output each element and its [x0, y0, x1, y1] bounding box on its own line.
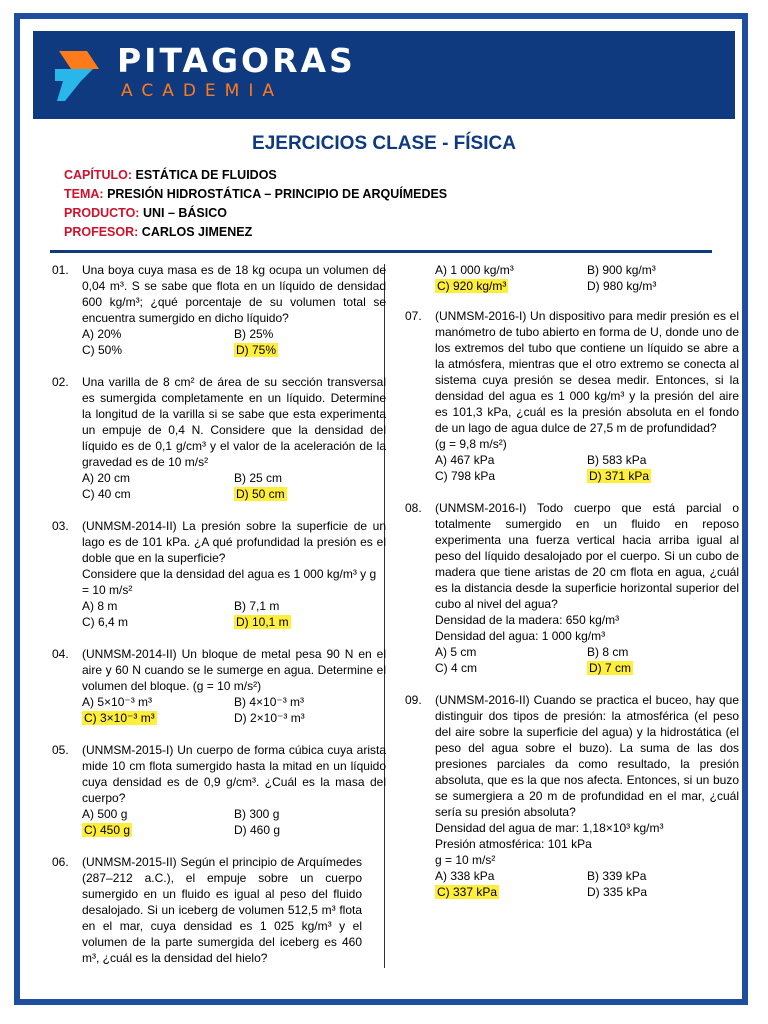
highlighted-answer: D) 50 cm: [236, 487, 285, 501]
meta-product: PRODUCTO: UNI – BÁSICO: [64, 206, 227, 220]
highlighted-answer: C) 920 kg/m³: [437, 279, 507, 293]
meta-chapter: CAPÍTULO: ESTÁTICA DE FLUIDOS: [64, 168, 277, 182]
answer-options: A) 5 cm B) 8 cm C) 4 cm D) 7 cm: [435, 645, 631, 675]
brand-subtitle: ACADEMIA: [121, 81, 283, 101]
highlighted-answer: D) 75%: [236, 343, 277, 357]
answer-options: A) 338 kPa B) 339 kPa C) 337 kPa D) 335 kPa: [435, 869, 648, 899]
meta-teacher: PROFESOR: CARLOS JIMENEZ: [64, 225, 253, 239]
question-06-options: A) 1 000 kg/m³ B) 900 kg/m³ C) 920 kg/m³ D) 980 kg/m³: [435, 263, 657, 293]
highlighted-answer: D) 7 cm: [589, 661, 631, 675]
answer-options: A) 5×10⁻³ m³ B) 4×10⁻³ m³ C) 3×10⁻³ m³ D) 2×10⁻³ m³: [82, 695, 305, 725]
header-banner: [33, 31, 735, 119]
answer-options: A) 20 cm B) 25 cm C) 40 cm D) 50 cm: [82, 471, 285, 501]
question-06: 06. (UNMSM-2015-II) Según el principio de Arquímedes (287–212 a.C.), el empuje sobre un cuerpo sumergido en un fluido es igual al peso del fluido desalojado. Si un iceberg de volumen 512,5 m³ flota en el mar, cuya densidad es 1 025 kg/m³ y el volumen de la parte sumergida del iceberg es 460 m³, ¿cuál es la densidad del hielo?: [52, 855, 362, 965]
highlighted-answer: C) 450 g: [84, 823, 131, 837]
pitagoras-logo-icon: [53, 47, 101, 103]
question-01: 01. Una boya cuya masa es de 18 kg ocupa un volumen de 0,04 m³. S se sabe que flota en un líquido de densidad 600 kg/m³; ¿qué porcentaje de su volumen total se encuentra sumergido en dicho líquido? A) 20% B) 25% C) 50% D) 75%: [52, 263, 386, 357]
document-title: EJERCICIOS CLASE - FÍSICA: [252, 133, 516, 154]
question-04: 04. (UNMSM-2014-II) Un bloque de metal pesa 90 N en el aire y 60 N cuando se le sumerge en agua. Determine el volumen del bloque. (g = 10 m/s²) A) 5×10⁻³ m³ B) 4×10⁻³ m³ C) 3×10⁻³ m³ D) 2×10⁻³ m³: [52, 647, 386, 725]
highlighted-answer: D) 371 kPa: [589, 469, 650, 483]
highlighted-answer: D) 10,1 m: [236, 615, 289, 629]
left-column: [52, 262, 386, 982]
header-divider: [50, 250, 712, 253]
question-09: 09. (UNMSM-2016-II) Cuando se practica el buceo, hay que distinguir dos tipos de presión: la atmosférica (el peso del aire sobre la superficie del agua) y la hidrostática (el peso del agua sobre el buzo). La suma de las dos presiones parciales da como resultado, la presión absoluta, que es la que nos afecta. Entonces, si un buzo se sumergiera a 20 m de profundidad en el mar, ¿cuál sería su presión absoluta? Densidad del agua de mar: 1,18×10³ kg/m³ Presión atmosférica: 101 kPa g = 10 m/s² A) 338 kPa B) 339 kPa C) 337 kPa D) 335 kPa: [405, 693, 739, 899]
highlighted-answer: C) 337 kPa: [437, 885, 498, 899]
highlighted-answer: C) 3×10⁻³ m³: [84, 711, 155, 725]
question-05: 05. (UNMSM-2015-I) Un cuerpo de forma cúbica cuya arista mide 10 cm flota sumergido hasta la mitad en un líquido cuya densidad es de 0,9 g/cm³. ¿Cuál es la masa del cuerpo? A) 500 g B) 300 g C) 450 g D) 460 g: [52, 743, 386, 837]
question-08: 08. (UNMSM-2016-I) Todo cuerpo que está parcial o totalmente sumergido en un fluido en reposo experimenta una fuerza vertical hacia arriba igual al peso del líquido desalojado por el cuerpo. Si un cubo de madera que tiene aristas de 20 cm flota en agua, ¿cuál es la distancia desde la superficie horizontal superior del cubo al nivel del agua? Densidad de la madera: 650 kg/m³ Densidad del agua: 1 000 kg/m³ A) 5 cm B) 8 cm C) 4 cm D) 7 cm: [405, 501, 739, 675]
answer-options: A) 8 m B) 7,1 m C) 6,4 m D) 10,1 m: [82, 599, 289, 629]
question-07: 07. (UNMSM-2016-I) Un dispositivo para medir presión es el manómetro de tubo abierto en forma de U, donde uno de los extremos del tubo que contiene un líquido se abre a la atmósfera, mientras que el otro extremo se conecta al sistema cuya presión se desea medir. Entonces, si la densidad del agua es 1 000 kg/m³ y la presión del aire es 101,3 kPa, ¿cuál es la presión absoluta en el fondo de un lago de agua dulce de 27,5 m de profundidad? (g = 9,8 m/s²) A) 467 kPa B) 583 kPa C) 798 kPa D) 371 kPa: [405, 309, 739, 483]
right-column: [405, 262, 739, 916]
question-02: 02. Una varilla de 8 cm² de área de su sección transversal es sumergida completamente en un líquido. Determine la longitud de la varilla si se sabe que esta experimenta un empuje de 0,4 N. Considere que la densidad del líquido es de 0,1 g/cm³ y el valor de la aceleración de la gravedad es de 10 m/s² A) 20 cm B) 25 cm C) 40 cm D) 50 cm: [52, 375, 386, 501]
question-03: 03. (UNMSM-2014-II) La presión sobre la superficie de un lago es de 101 kPa. ¿A qué profundidad la presión es el doble que en la superficie? Considere que la densidad del agua es 1 000 kg/m³ y g = 10 m/s² A) 8 m B) 7,1 m C) 6,4 m D) 10,1 m: [52, 519, 386, 629]
answer-options: A) 467 kPa B) 583 kPa C) 798 kPa D) 371 kPa: [435, 453, 650, 483]
meta-topic: TEMA: PRESIÓN HIDROSTÁTICA – PRINCIPIO DE ARQUÍMEDES: [64, 187, 448, 201]
answer-options: A) 20% B) 25% C) 50% D) 75%: [82, 327, 277, 357]
answer-options: A) 500 g B) 300 g C) 450 g D) 460 g: [82, 807, 281, 837]
document-meta: [64, 166, 447, 242]
brand-name: PITAGORAS: [117, 41, 356, 80]
